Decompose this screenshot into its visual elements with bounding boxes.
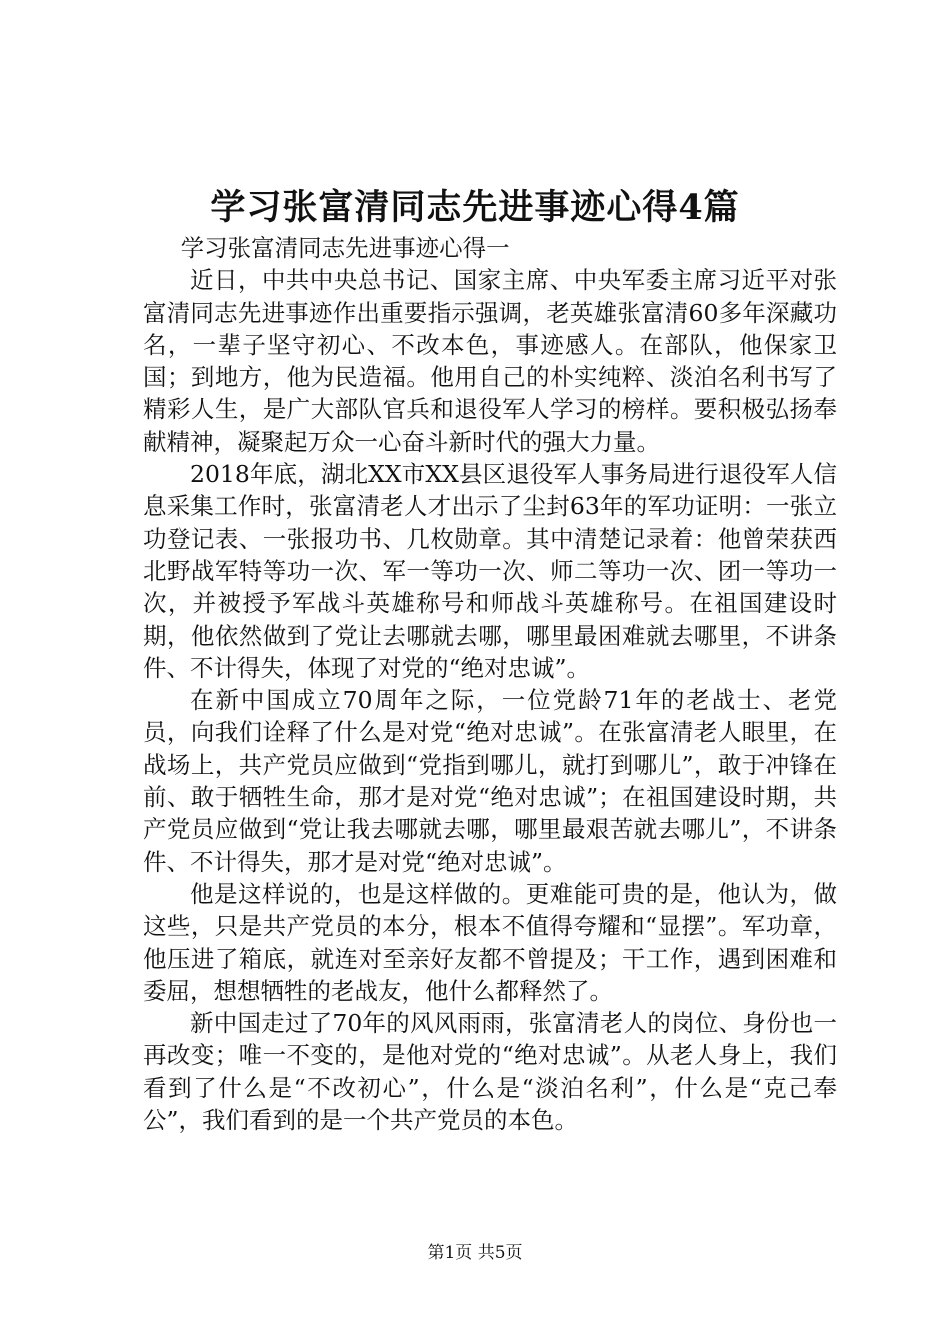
- paragraph-4: 他是这样说的，也是这样做的。更难能可贵的是，他认为，做这些，只是共产党员的本分，根本不值得夸耀和“显摆”。军功章，他压进了箱底，就连对至亲好友都不曾提及；干工作，遇到困难和委屈，想想牺牲的老战友，他什么都释然了。: [143, 879, 837, 1005]
- document-body: [143, 232, 837, 1136]
- paragraph-3: 在新中国成立70周年之际，一位党龄71年的老战士、老党员，向我们诠释了什么是对党“绝对忠诚”。在张富清老人眼里，在战场上，共产党员应做到“党指到哪儿，就打到哪儿”，敢于冲锋在前、敢于牺牲生命，那才是对党“绝对忠诚”；在祖国建设时期，共产党员应做到“党让我去哪就去哪，哪里最艰苦就去哪儿”，不讲条件、不计得失，那才是对党“绝对忠诚”。: [143, 686, 837, 876]
- paragraph-1: 近日，中共中央总书记、国家主席、中央军委主席习近平对张富清同志先进事迹作出重要指示强调，老英雄张富清60多年深藏功名，一辈子坚守初心、不改本色，事迹感人。在部队，他保家卫国；到地方，他为民造福。他用自己的朴实纯粹、淡泊名利书写了精彩人生，是广大部队官兵和退役军人学习的榜样。要积极弘扬奉献精神，凝聚起万众一心奋斗新时代的强大力量。: [143, 266, 837, 456]
- document-title: 学习张富清同志先进事迹心得4篇: [210, 187, 740, 228]
- paragraph-2: 2018年底，湖北XX市XX县区退役军人事务局进行退役军人信息采集工作时，张富清老人才出示了尘封63年的军功证明：一张立功登记表、一张报功书、几枚勋章。其中清楚记录着：他曾荣获西北野战军特等功一次、军一等功一次、师二等功一次、团一等功一次，并被授予军战斗英雄称号和师战斗英雄称号。在祖国建设时期，他依然做到了党让去哪就去哪，哪里最困难就去哪里，不讲条件、不计得失，体现了对党的“绝对忠诚”。: [143, 460, 837, 682]
- section-heading: 学习张富清同志先进事迹心得一: [180, 234, 510, 262]
- paragraph-5: 新中国走过了70年的风风雨雨，张富清老人的岗位、身份也一再改变；唯一不变的，是他对党的“绝对忠诚”。从老人身上，我们看到了什么是“不改初心”，什么是“淡泊名利”，什么是“克己奉公”，我们看到的是一个共产党员的本色。: [143, 1009, 837, 1135]
- page-footer: 第1页 共5页: [427, 1243, 523, 1263]
